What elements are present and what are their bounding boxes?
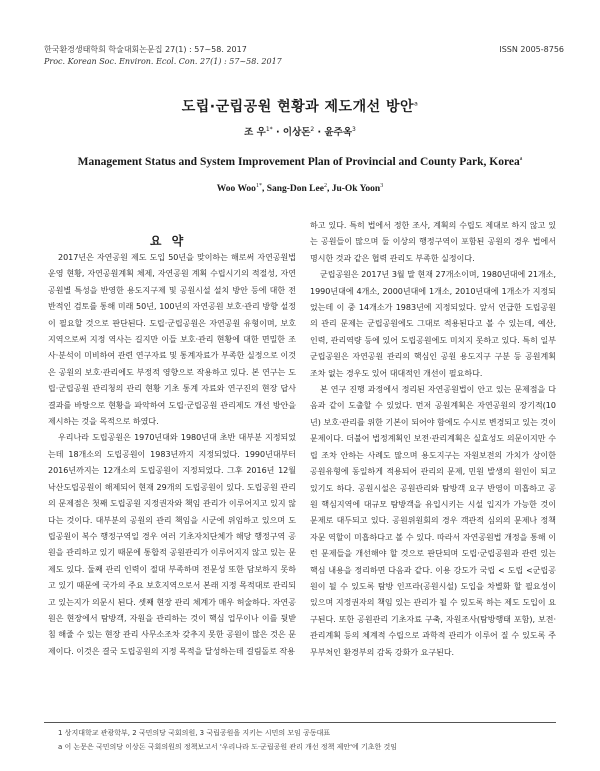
title-english-sup: a	[519, 156, 523, 163]
author-en-2-sup: 2	[323, 182, 327, 189]
author-en-1: Woo Woo	[216, 184, 256, 194]
body-paragraph: 군립공원은 2017년 3월 말 현재 27개소이며, 1980년대에 21개소, 1990년대에 4개소, 2000년대에 1개소, 2010년대에 1개소가 지정되었는데 이 중 14개소가 1983년에 지정되었다. 앞서 언급한 도립공원의 관리 문제는 군립공원에도 그대로 적용된다고 볼 수 있는데, 예산, 인력, 관리역량 등에 있어 도립공원에도 미치지 못하고 있다. 특히 일부 군립공원은 자연공원 관리의 핵심인 공원 용도지구 구분 등 공원계획 조차 없는 경우도 있어 대대적인 개선이 필요하다.	[310, 270, 556, 378]
author-en-sep-1: ,	[261, 184, 267, 194]
journal-citation-en: Proc. Korean Soc. Environ. Ecol. Con. 27(1) : 57~58. 2017	[44, 57, 282, 66]
right-column	[310, 218, 556, 661]
author-en-3-sup: 3	[380, 182, 384, 189]
author-ko-2-sup: 2	[310, 125, 315, 133]
issn: ISSN 2005-8756	[499, 45, 564, 54]
author-en-1-sup: 1*	[255, 182, 262, 189]
author-ko-1-sup: 1*	[265, 125, 273, 133]
author-ko-3: 윤주옥	[324, 127, 353, 138]
journal-citation-ko: 한국환경생태학회 학술대회논문집 27(1) : 57~58. 2017	[44, 45, 247, 54]
author-ko-sep-2: ·	[314, 127, 325, 138]
title-english	[0, 156, 600, 168]
body-paragraph: 2017년은 자연공원 제도 도입 50년을 맞이하는 해로써 자연공원법 운영 현황, 자연공원계획 체제, 자연공원 계획 수립시기의 적절성, 자연공원별 특성을 반영한 용도지구제 및 공원시설 설치 방안 등에 대한 전반적인 검토를 통해 미래 50년, 100년의 자연공원 보호·관리 방향 설정이 필요할 것으로 판단된다. 도립·군립공원은 자연공원 유형이며, 보호지역으로써 지정 역사는 길지만 이들 보호·관리 현황에 대한 면밀한 조사·분석이 미비하여 관련 연구자료 및 통계자료가 부족한 실정으로 이것은 공원의 보호·관리에도 부정적 영향으로 작용하고 있다. 본 연구는 도립·군립공원 관리청의 관리 현황 기초 통계 자료와 연구진의 현장 답사 결과를 바탕으로 현황을 파악하여 도립·군립공원 관리제도 개선 방안을 제시하는 것을 목적으로 하였다.	[48, 253, 296, 427]
left-column	[48, 250, 296, 660]
authors-korean	[0, 124, 600, 138]
body-paragraph: 우리나라 도립공원은 1970년대와 1980년대 초반 대부분 지정되었는데 18개소의 도립공원이 1983년까지 지정되었다. 1990년대부터 2016년까지는 12개소의 도립공원이 지정되었다. 그후 2016년 12월 낙산도립공원이 해제되어 현재 29개의 도립공원이 있다. 도립공원 관리의 문제점은 첫째 도립공원 지정권자와 책임 관리가 이루어지고 있지 않다는 것이다. 대부분의 공원의 관리 책임을 시군에 위임하고 있으며 도립공원이 복수 행정구역일 경우 여러 기초자치단체가 해당 행정구역 공원을 관리하고 있기 때문에 통합적 공원관리가 이루어지지 않고 있는 문제도 있다. 둘째 관리 인력이 절대 부족하며 전문성 또한 담보하지 못하고 있기 때문에 국가의 주요 보호지역으로서 본래 지정 목적대로 관리되고 있는지가 의문시 된다. 셋째 현장 관리 체계가 매우 허술하다. 자연공원은 현장에서 탐방객, 자원을 관리하는 것이 핵심 업무이나 이를 뒷받침 해줄 수 있는 현장 관리 사무소조차 갖추지 못한 공원이 많은 것은 문제이다. 이것은 결국 도립공원의 지정 목적을 달성하는데 걸림돌로 작용	[48, 433, 296, 656]
title-korean-text: 도립·군립공원 현황과 제도개선 방안	[181, 99, 415, 115]
footnote-affiliations: 1 상지대학교 관광학부, 2 국민의당 국회의원, 3 국립공원을 지키는 시민의 모임 공동대표	[58, 729, 331, 737]
author-en-sep-2: ,	[326, 184, 332, 194]
author-ko-2: 이상돈	[282, 127, 311, 138]
author-ko-sep-1: ·	[272, 127, 283, 138]
abstract-heading: 요 약	[149, 234, 187, 248]
body-paragraph: 하고 있다. 특히 법에서 정한 조사, 계획의 수립도 제대로 하지 않고 있는 공원들이 많으며 둘 이상의 행정구역이 포함된 공원의 경우 법에서 명시한 것과 같은 협력 관리도 부족한 실정이다.	[310, 221, 556, 263]
title-korean-sup: a	[414, 100, 419, 108]
author-ko-1: 조 우	[244, 127, 266, 138]
author-ko-3-sup: 3	[352, 125, 356, 133]
authors-english	[0, 184, 600, 194]
author-en-2: Sang-Don Lee	[266, 184, 324, 194]
author-en-3: Ju-Ok Yoon	[331, 184, 381, 194]
title-english-text: Management Status and System Improvement Plan of Provincial and County Park, Korea	[77, 156, 520, 168]
body-paragraph: 본 연구 진행 과정에서 정리된 자연공원법이 안고 있는 문제점을 다음과 같이 도출할 수 있었다. 먼저 공원계획은 자연공원의 장기적(10년) 보호·관리를 위한 기본이 되어야 함에도 수시로 변경되고 있는 것이 문제이다. 더불어 법정계획인 보전·관리계획은 실효성도 의문이지만 수립 조차 안하는 사례도 많으며 용도지구는 자원보전의 가치가 상이한 공원유형에 동일하게 적용되어 관리의 문제, 민원 발생의 원인이 되고 있기도 하다. 공원시설은 공원관리와 탐방객 요구 반영이 미흡하고 공원 핵심지역에 대규모 탐방객을 유입시키는 시설 입지가 가능한 것이 문제로 대두되고 있다. 공원위원회의 경우 객관적 심의의 문제나 정책 자문 역할이 미흡하다고 볼 수 있다. 따라서 자연공원법 개정을 통해 이런 문제들을 개선해야 할 것으로 판단되며 도립·군립공원과 관련 있는 핵심 내용을 정리하면 다음과 같다. 이용 강도가 국립 < 도립 <군립공원이 될 수 있도록 탐방 인프라(공원시설) 도입을 차별화 할 필요성이 있으며 지정권자의 책임 있는 관리가 될 수 있도록 하는 제도 도입이 요구된다. 또한 공원관리 기초자료 구축, 자원조사(탐방행태 포함), 보전·관리계획 등의 체계적 수립으로 과학적 관리가 이루어 질 수 있도록 주무부처인 환경부의 감독 강화가 요구된다.	[310, 385, 556, 657]
footnote-divider	[44, 722, 556, 723]
title-korean	[0, 96, 600, 116]
footnote-source: a 이 논문은 국민의당 이상돈 국회의원의 정책보고서 '우리나라 도·군립공원 관리 개선 정책 제안'에 기초한 것임	[58, 743, 398, 751]
journal-header	[44, 44, 564, 68]
